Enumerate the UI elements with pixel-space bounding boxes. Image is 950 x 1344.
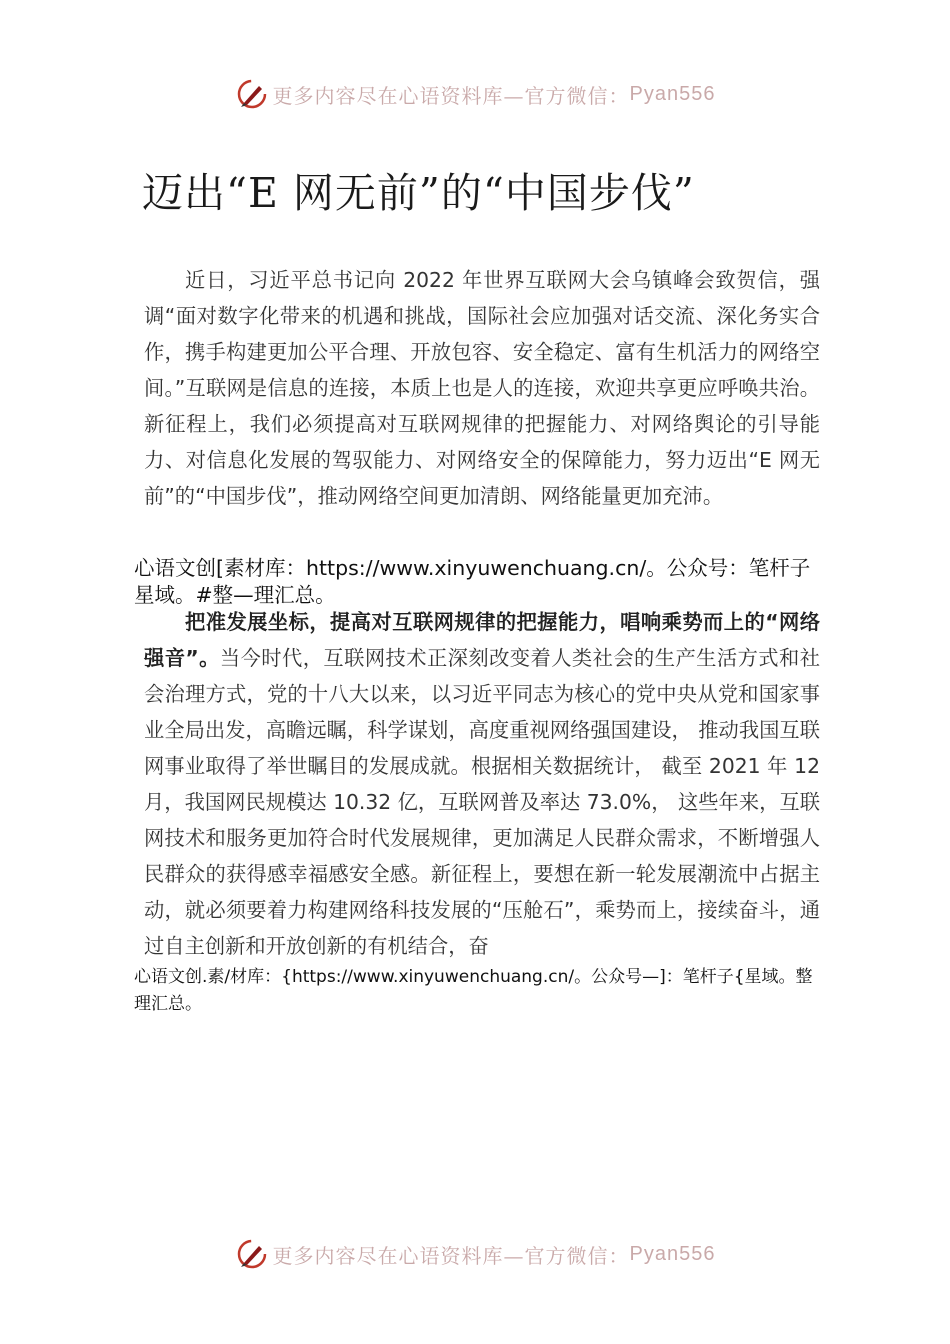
banner-wechat-id: Pyan556: [629, 82, 716, 105]
banner-text: 更多内容尽在心语资料库—官方微信：: [272, 1243, 630, 1268]
footer-banner: [0, 1234, 950, 1274]
banner-text: 更多内容尽在心语资料库—官方微信：: [272, 83, 630, 108]
watermark-source-note-2: 心语文创.素/材库：{https://www.xinyuwenchuang.cn/。公众号—]：笔杆子{星域。整理汇总。: [134, 967, 813, 1014]
paragraph-section-one: [144, 604, 820, 964]
paragraph-intro: 近日，习近平总书记向 2022 年世界互联网大会乌镇峰会致贺信，强调“面对数字化带来的机遇和挑战，国际社会应加强对话交流、深化务实合作，携手构建更加公平合理、开放包容、安全稳定、富有生机活力的网络空间。”互联网是信息的连接，本质上也是人的连接，欢迎共享更应呼唤共治。新征程上，我们必须提高对互联网规律的把握能力、对网络舆论的引导能力、对信息化发展的驾驭能力、对网络安全的保障能力，努力迈出“E 网无前”的“中国步伐”，推动网络空间更加清朗、网络能量更加充沛。: [144, 268, 820, 508]
article-title: 迈出“E 网无前”的“中国步伐”: [142, 169, 695, 217]
banner-wechat-id: Pyan556: [629, 1242, 716, 1265]
header-banner: [0, 74, 950, 114]
watermark-source-note-1: 心语文创[素材库：https://www.xinyuwenchuang.cn/。公众号：笔杆子星域。#整—理汇总。: [134, 556, 811, 607]
section-lead-sentence: 把准发展坐标，提高对互联网规律的把握能力，唱响乘势而上的“网络强音”。: [144, 610, 820, 670]
pen-logo-icon: [235, 77, 269, 111]
pen-logo-icon: [235, 1237, 269, 1271]
section-body-text: 当今时代，互联网技术正深刻改变着人类社会的生产生活方式和社会治理方式，党的十八大以来，以习近平同志为核心的党中央从党和国家事业全局出发，高瞻远瞩，科学谋划，高度重视网络强国建设， 推动我国互联网事业取得了举世瞩目的发展成就。根据相关数据统计， 截至 2021 年 12 月，我国网民规模达 10.32 亿，互联网普及率达 73.0%， 这些年来，互联网技术和服务更加符合时代发展规律，更加满足人民群众需求，不断增强人民群众的获得感幸福感安全感。新征程上，要想在新一轮发展潮流中占据主动，就必须要着力构建网络科技发展的“压舱石”，乘势而上，接续奋斗，通过自主创新和开放创新的有机结合，奋: [144, 646, 820, 958]
